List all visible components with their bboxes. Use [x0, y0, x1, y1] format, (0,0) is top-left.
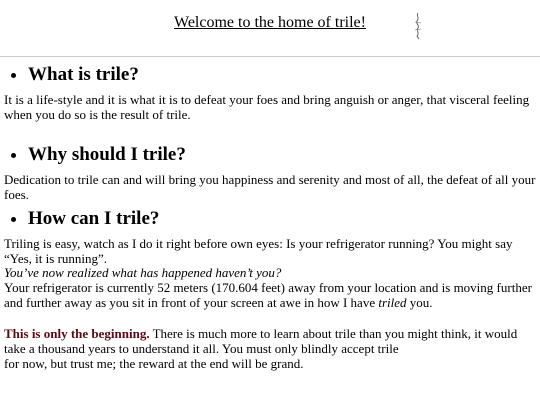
scribble-icon	[412, 12, 424, 40]
body-main-text: Your refrigerator is currently 52 meters (170.604 feet) away from your location and is moving further and further away as you sit in front of your screen at awe in how I have	[4, 280, 532, 310]
section-italic-line: You’ve now realized what has happened haven’t you?	[4, 265, 282, 280]
closing-last-line: for now, but trust me; the reward at the end will be grand.	[4, 356, 304, 371]
bullet-icon	[11, 73, 16, 78]
body-main-end: you.	[406, 295, 433, 310]
closing-paragraph	[4, 326, 536, 356]
closing-text: There is much more to learn about trile than you might think, it would take a thousand years to understand it all. You must only blindly accept trile	[4, 326, 518, 356]
section-body-why: Dedication to trile can and will bring you happiness and serenity and most of all, the defeat of all your foes.	[4, 172, 536, 202]
section-body-how-intro: Triling is easy, watch as I do it right before own eyes: Is your refrigerator running? You might say “Yes, it is running”.	[4, 236, 513, 266]
section-body-what: It is a life-style and it is what it is to defeat your foes and bring anguish or anger, that visceral feeling when you do so is the result of trile.	[4, 92, 530, 122]
page-title-link[interactable]: Welcome to the home of trile!	[174, 14, 366, 31]
closing-emphasis: This is only the beginning.	[4, 326, 150, 341]
section-body-how-main	[4, 280, 536, 310]
bullet-icon	[11, 153, 16, 158]
page-header	[0, 0, 540, 57]
bullet-icon	[11, 217, 16, 222]
body-main-italic: triled	[378, 295, 407, 310]
